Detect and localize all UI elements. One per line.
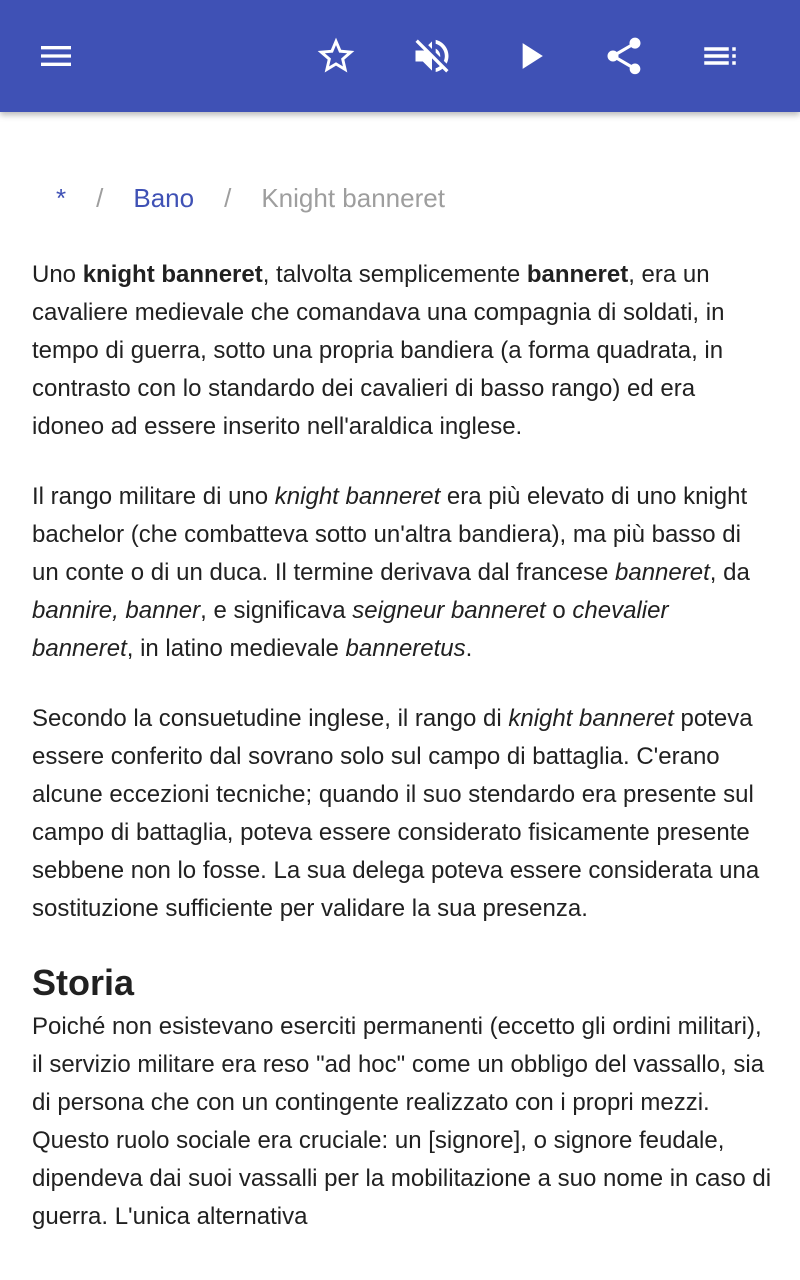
text-run: era più elevato di uno knight bachelor (che combatteva sotto un'altra bandiera), ma più basso di un conte o di un duca. Il termine derivava dal francese: [32, 483, 748, 586]
italic-term: knight banneret: [274, 483, 441, 510]
italic-term: bannire, banner: [32, 597, 201, 624]
breadcrumb-separator: /: [224, 182, 232, 213]
italic-term: banneret: [615, 559, 710, 586]
breadcrumb-separator: /: [96, 182, 104, 213]
text-run: , talvolta semplicemente: [262, 261, 527, 288]
play-icon: [508, 34, 552, 78]
text-run: Secondo la consuetudine inglese, il rango di: [32, 705, 509, 732]
bold-term: banneret: [526, 261, 629, 288]
breadcrumb-root-link[interactable]: *: [56, 182, 67, 213]
article-paragraph-4: Poiché non esistevano eserciti permanenti (eccetto gli ordini militari), il servizio militare era reso "ad hoc" come un obbligo del vassallo, sia di persona che con un contingente realizzato con i propri mezzi. Questo ruolo sociale era cruciale: un [signore], o signore feudale, dipendeva dai suoi vassalli per la mobilitazione a suo nome in caso di guerra. L'unica alternativa: [32, 1013, 772, 1230]
app-bar: [0, 0, 800, 112]
bold-term: knight banneret: [82, 261, 263, 288]
article-content: [0, 112, 800, 1280]
text-run: , da: [709, 559, 750, 586]
italic-term: knight banneret: [508, 705, 674, 732]
hamburger-menu-icon: [36, 36, 76, 76]
text-run: , e significava: [200, 597, 353, 624]
section-heading: Storia: [32, 962, 135, 1003]
text-run: Il rango militare di uno: [32, 483, 275, 510]
text-run: , in latino medievale: [126, 635, 346, 662]
star-outline-icon: [314, 34, 358, 78]
volume-off-icon: [410, 34, 454, 78]
text-run: Uno: [32, 261, 83, 288]
table-of-contents-icon: [699, 35, 741, 77]
breadcrumb: [32, 176, 445, 220]
text-run: .: [465, 635, 473, 662]
article-paragraph-2: [32, 478, 772, 668]
italic-term: seigneur banneret: [352, 597, 546, 624]
text-run: o: [545, 597, 573, 624]
text-run: poteva essere conferito dal sovrano solo sul campo di battaglia. C'erano alcune eccezioni tecniche; quando il suo stendardo era presente sul campo di battaglia, poteva essere considerato fisicamente presente sebbene non lo fosse. La sua delega poteva essere considerata una sostituzione sufficiente per validare la sua presenza.: [32, 705, 760, 922]
menu-button[interactable]: [16, 16, 96, 96]
italic-term: banneretus: [345, 635, 466, 662]
contents-button[interactable]: [680, 16, 760, 96]
share-icon: [602, 34, 646, 78]
article-paragraph-1: [32, 256, 772, 446]
mute-button[interactable]: [392, 16, 472, 96]
article-paragraph-3: [32, 700, 772, 928]
italic-term: chevalier banneret: [32, 597, 669, 662]
breadcrumb-parent-link[interactable]: Bano: [133, 182, 195, 213]
share-button[interactable]: [584, 16, 664, 96]
text-run: , era un cavaliere medievale che comandava una compagnia di soldati, in tempo di guerra, sotto una propria bandiera (a forma quadrata, in contrasto con lo standardo dei cavalieri di basso rango) ed era idoneo ad essere inserito nell'araldica inglese.: [32, 261, 725, 440]
play-button[interactable]: [490, 16, 570, 96]
breadcrumb-current: Knight banneret: [261, 182, 445, 213]
article-body: [32, 256, 772, 1268]
favorite-button[interactable]: [296, 16, 376, 96]
